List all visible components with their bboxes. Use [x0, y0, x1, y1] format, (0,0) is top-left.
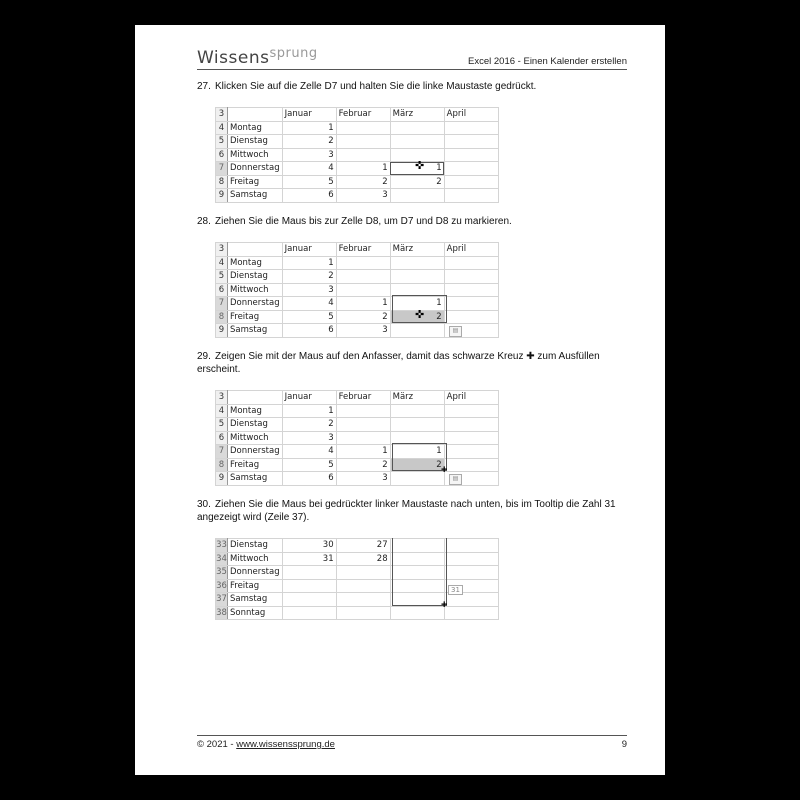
table-row: [216, 552, 499, 566]
cell[interactable]: [444, 431, 498, 445]
cell[interactable]: [390, 418, 444, 432]
table-row: [216, 310, 499, 324]
cell[interactable]: [336, 283, 390, 297]
row-header: 8: [216, 175, 228, 189]
cell[interactable]: 1: [336, 297, 390, 311]
cell[interactable]: Dienstag: [228, 270, 283, 284]
col-label: April: [444, 391, 498, 405]
col-label: April: [444, 243, 498, 257]
cell[interactable]: [390, 256, 444, 270]
cell[interactable]: 6: [282, 324, 336, 338]
cell[interactable]: [444, 552, 498, 566]
cell[interactable]: Samstag: [228, 324, 283, 338]
cell[interactable]: [336, 148, 390, 162]
row-header: 8: [216, 458, 228, 472]
cell[interactable]: Montag: [228, 256, 283, 270]
fill-cross-icon[interactable]: +: [441, 464, 448, 476]
logo-main: Wissens: [197, 48, 270, 68]
cell[interactable]: [282, 579, 336, 593]
row-header: 33: [216, 540, 227, 551]
cell[interactable]: [444, 458, 498, 472]
auto-fill-options-icon[interactable]: ▤: [449, 474, 462, 485]
row-header: 7: [216, 297, 228, 311]
cell[interactable]: [390, 189, 444, 203]
cell[interactable]: [444, 310, 498, 324]
spreadsheet-step-29: [215, 390, 499, 486]
cell[interactable]: Montag: [228, 121, 283, 135]
row-header: 9: [216, 324, 228, 338]
cell[interactable]: 2: [336, 310, 390, 324]
col-label: Februar: [336, 243, 390, 257]
cell[interactable]: [444, 283, 498, 297]
col-label: Januar: [282, 108, 336, 122]
step-number: 27.: [197, 81, 211, 92]
row-header: 38: [216, 607, 227, 618]
cell[interactable]: Mittwoch: [228, 148, 283, 162]
col-label: Februar: [336, 108, 390, 122]
row-header: 9: [216, 472, 228, 486]
cell[interactable]: [336, 431, 390, 445]
cell[interactable]: [336, 256, 390, 270]
page-number: 9: [621, 739, 627, 750]
cell[interactable]: 1: [282, 121, 336, 135]
row-header: 5: [216, 135, 228, 149]
cell[interactable]: 3: [282, 431, 336, 445]
cell-d7-selected[interactable]: 1: [390, 445, 444, 459]
cell[interactable]: Montag: [228, 404, 283, 418]
row-header: 34: [216, 553, 227, 564]
row-header: 5: [216, 418, 228, 432]
cell[interactable]: [390, 270, 444, 284]
logo-sup: sprung: [269, 46, 318, 61]
row-header: 36: [216, 580, 227, 591]
cell[interactable]: 28: [336, 552, 390, 566]
cell[interactable]: 2: [282, 418, 336, 432]
col-label: April: [444, 108, 498, 122]
cell[interactable]: [282, 566, 336, 580]
table-header-row: [216, 391, 499, 405]
table-row: [216, 404, 499, 418]
cell[interactable]: 5: [282, 458, 336, 472]
cell[interactable]: 6: [282, 189, 336, 203]
table-row: [216, 189, 499, 203]
col-label: März: [390, 108, 444, 122]
table-row: [216, 135, 499, 149]
cell[interactable]: Dienstag: [228, 418, 283, 432]
step-27: [197, 80, 617, 93]
cell[interactable]: [444, 162, 498, 176]
table-row: [216, 431, 499, 445]
cell[interactable]: [336, 566, 390, 580]
cell[interactable]: Mittwoch: [228, 431, 283, 445]
cell[interactable]: [336, 404, 390, 418]
cell[interactable]: 6: [282, 472, 336, 486]
cell[interactable]: [444, 445, 498, 459]
row-header: 3: [216, 243, 228, 257]
row-header: 5: [216, 270, 228, 284]
table-row: [216, 121, 499, 135]
cell[interactable]: [444, 148, 498, 162]
cell[interactable]: Freitag: [228, 310, 283, 324]
cell[interactable]: 3: [336, 472, 390, 486]
cell[interactable]: Donnerstag: [228, 297, 283, 311]
cell-d7-selected[interactable]: 1: [390, 162, 444, 176]
cell[interactable]: [336, 606, 390, 620]
row-header: 4: [216, 121, 228, 135]
spreadsheet-step-30: [215, 538, 499, 620]
selection-range: [392, 443, 447, 471]
table-row: [216, 418, 499, 432]
cell[interactable]: 4: [282, 297, 336, 311]
cell[interactable]: 3: [282, 283, 336, 297]
cell[interactable]: Mittwoch: [228, 283, 283, 297]
cell[interactable]: [444, 256, 498, 270]
step-number: 29.: [197, 351, 211, 362]
cell[interactable]: [444, 189, 498, 203]
table-header-row: [216, 243, 499, 257]
select-cursor-icon: ✜: [415, 160, 425, 172]
col-label: März: [390, 243, 444, 257]
cell-d7-selected[interactable]: 1: [390, 297, 444, 311]
cell[interactable]: 31: [282, 552, 336, 566]
row-header: 6: [216, 431, 228, 445]
cell[interactable]: [444, 121, 498, 135]
document-page: [135, 25, 665, 775]
cell[interactable]: [444, 606, 498, 620]
cell[interactable]: [444, 418, 498, 432]
cell[interactable]: [390, 324, 444, 338]
cell[interactable]: [390, 472, 444, 486]
step-28: [197, 215, 617, 228]
cell[interactable]: Samstag: [228, 472, 283, 486]
step-text: Zeigen Sie mit der Maus auf den Anfasser, damit das schwarze Kreuz ✚ zum Ausfüllen erscheint.: [197, 351, 600, 375]
cell[interactable]: 5: [282, 175, 336, 189]
table-row: [216, 283, 499, 297]
cell[interactable]: 1: [336, 445, 390, 459]
row-header: 3: [216, 108, 228, 122]
col-label: [228, 108, 283, 122]
spreadsheet-step-27: [215, 107, 499, 203]
table-row: [216, 539, 499, 553]
cell[interactable]: [336, 270, 390, 284]
cell[interactable]: [444, 135, 498, 149]
cell[interactable]: Donnerstag: [228, 566, 283, 580]
cell[interactable]: Freitag: [228, 458, 283, 472]
row-header: 35: [216, 567, 227, 578]
step-text: Ziehen Sie die Maus bei gedrückter linker Maustaste nach unten, bis im Tooltip die Zahl 31 angezeigt wird (Zeile 37).: [197, 499, 616, 523]
cell[interactable]: Mittwoch: [228, 552, 283, 566]
cell[interactable]: Donnerstag: [228, 445, 283, 459]
cell[interactable]: 3: [336, 189, 390, 203]
cell[interactable]: [444, 566, 498, 580]
row-header: 7: [216, 445, 228, 459]
row-header: 37: [216, 594, 227, 605]
cell[interactable]: [390, 121, 444, 135]
cell[interactable]: Samstag: [228, 189, 283, 203]
cell[interactable]: 2: [390, 175, 444, 189]
cell[interactable]: [336, 579, 390, 593]
row-header: 8: [216, 310, 228, 324]
col-label: Februar: [336, 391, 390, 405]
table-row: [216, 256, 499, 270]
cell[interactable]: [282, 593, 336, 607]
table-row: [216, 458, 499, 472]
spreadsheet-step-28: [215, 242, 499, 338]
cell[interactable]: [336, 593, 390, 607]
cell-d8-selected[interactable]: 2: [390, 310, 444, 324]
row-header: 6: [216, 283, 228, 297]
cell[interactable]: Donnerstag: [228, 162, 283, 176]
cell[interactable]: 2: [282, 135, 336, 149]
cell[interactable]: [444, 539, 498, 553]
table-row: [216, 297, 499, 311]
cell[interactable]: 4: [282, 162, 336, 176]
cell[interactable]: Dienstag: [228, 539, 283, 553]
cell[interactable]: 27: [336, 539, 390, 553]
cell[interactable]: 3: [282, 148, 336, 162]
table-header-row: [216, 108, 499, 122]
cell[interactable]: [336, 135, 390, 149]
cell[interactable]: 30: [282, 539, 336, 553]
cell-d8-selected[interactable]: 2: [390, 458, 444, 472]
cell[interactable]: [444, 175, 498, 189]
cell[interactable]: [444, 297, 498, 311]
fill-drag-range: [392, 538, 447, 606]
step-29: [197, 350, 617, 376]
table-row: [216, 270, 499, 284]
table-row: [216, 606, 499, 620]
row-header: 9: [216, 189, 228, 203]
step-text: Klicken Sie auf die Zelle D7 und halten Sie die linke Maustaste gedrückt.: [215, 81, 537, 92]
cell[interactable]: [444, 270, 498, 284]
fill-cross-icon[interactable]: +: [441, 599, 448, 611]
col-label: Januar: [282, 243, 336, 257]
website-link[interactable]: www.wissenssprung.de: [236, 739, 335, 750]
cell[interactable]: 2: [282, 270, 336, 284]
cell[interactable]: [444, 404, 498, 418]
row-header: 4: [216, 404, 228, 418]
table-row: [216, 566, 499, 580]
col-label: [228, 391, 283, 405]
step-30: [197, 498, 617, 524]
step-text: Ziehen Sie die Maus bis zur Zelle D8, um D7 und D8 zu markieren.: [215, 216, 512, 227]
cell[interactable]: 4: [282, 445, 336, 459]
cell[interactable]: Freitag: [228, 175, 283, 189]
cell[interactable]: Freitag: [228, 579, 283, 593]
col-label: [228, 243, 283, 257]
cell[interactable]: 1: [336, 162, 390, 176]
row-header: 4: [216, 256, 228, 270]
table-row: [216, 148, 499, 162]
page-footer: [197, 735, 627, 750]
step-number: 28.: [197, 216, 211, 227]
cell[interactable]: 5: [282, 310, 336, 324]
select-cursor-icon: ✜: [415, 309, 425, 321]
cell[interactable]: [336, 121, 390, 135]
page-header: [197, 46, 627, 70]
cell[interactable]: [282, 606, 336, 620]
row-header: 7: [216, 162, 228, 176]
copyright: © 2021 -: [197, 739, 237, 750]
cell[interactable]: 1: [282, 256, 336, 270]
table-row: [216, 162, 499, 176]
table-row: [216, 175, 499, 189]
fill-tooltip: 31: [448, 585, 463, 595]
row-header: 6: [216, 148, 228, 162]
cell[interactable]: [390, 135, 444, 149]
cell[interactable]: 3: [336, 324, 390, 338]
table-row: [216, 445, 499, 459]
step-number: 30.: [197, 499, 211, 510]
cell[interactable]: [336, 418, 390, 432]
row-header: 3: [216, 391, 228, 405]
document-title: Excel 2016 - Einen Kalender erstellen: [468, 56, 627, 67]
cell[interactable]: 1: [282, 404, 336, 418]
col-label: März: [390, 391, 444, 405]
cell[interactable]: Dienstag: [228, 135, 283, 149]
auto-fill-options-icon[interactable]: ▤: [449, 326, 462, 337]
cell[interactable]: [390, 404, 444, 418]
cell[interactable]: 2: [336, 175, 390, 189]
cell[interactable]: 2: [336, 458, 390, 472]
col-label: Januar: [282, 391, 336, 405]
logo: [197, 48, 318, 68]
cell[interactable]: Sonntag: [228, 606, 283, 620]
cell[interactable]: [390, 606, 444, 620]
cell[interactable]: Samstag: [228, 593, 283, 607]
